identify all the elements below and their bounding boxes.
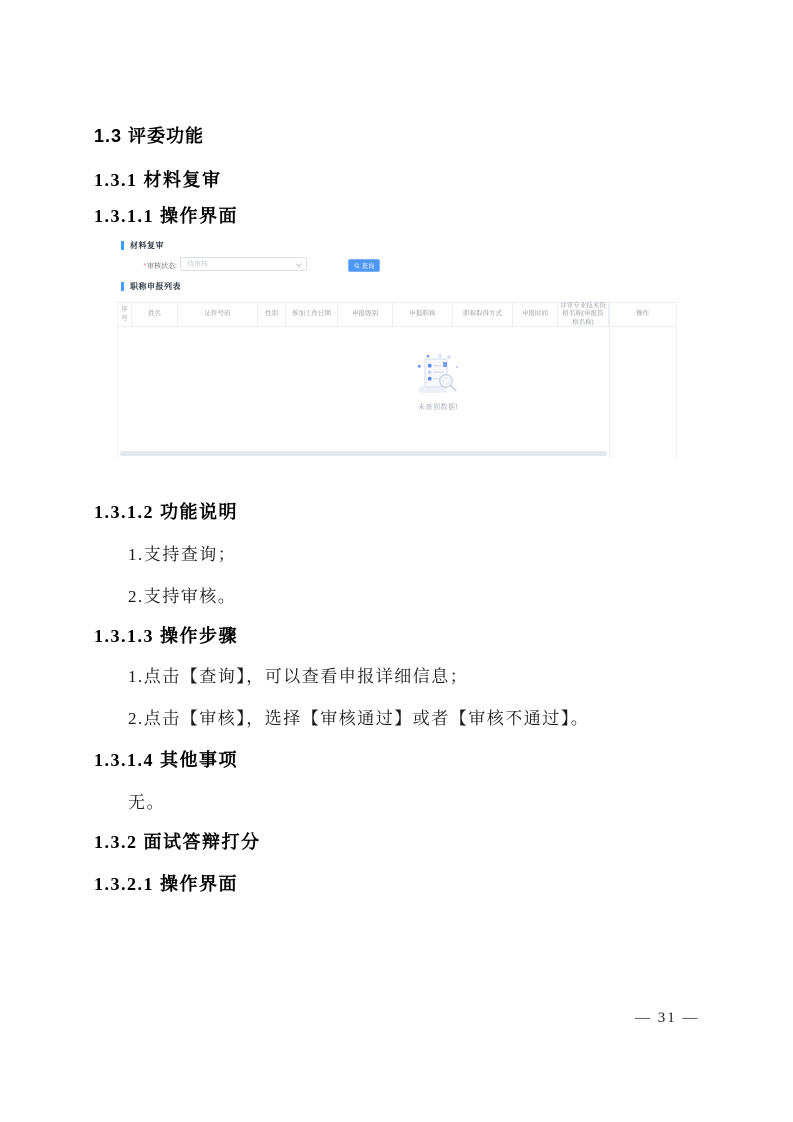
empty-state (413, 353, 463, 412)
table-body-empty (118, 327, 676, 458)
required-asterisk: * (143, 263, 147, 270)
fixed-column-divider (609, 302, 610, 458)
chevron-down-icon (296, 261, 302, 267)
col-参加工作日期: 参加工作日期 (286, 303, 338, 326)
heading-1-3-2-1: 1.3.2.1 操作界面 (94, 874, 238, 894)
paragraph-other-none: 无。 (128, 793, 165, 812)
search-icon (354, 263, 360, 269)
embedded-ui-screenshot (117, 236, 677, 460)
search-button[interactable] (348, 259, 380, 272)
heading-1-3-2: 1.3.2 面试答辩打分 (94, 832, 261, 852)
col-证件号码: 证件号码 (178, 303, 258, 326)
declaration-table (117, 302, 677, 458)
col-性别: 性别 (258, 303, 286, 326)
col-申报级别: 申报级别 (338, 303, 393, 326)
section-title-list (121, 281, 181, 291)
empty-state-illustration (413, 353, 463, 397)
section-title-text: 材料复审 (130, 240, 164, 250)
paragraph-step-2: 2.点击【审核】，选择【审核通过】或者【审核不通过】。 (128, 709, 590, 728)
col-申报职称: 申报职称 (393, 303, 453, 326)
col-职称取得方式: 职称取得方式 (453, 303, 513, 326)
col-操作: 操作 (636, 310, 649, 318)
col-评审专业技术资格名称: 评审专业技术资格名称(申报资格名称) (558, 303, 609, 326)
section-accent-bar (121, 241, 124, 250)
review-status-select-value: 待审核 (187, 261, 208, 268)
heading-1-3: 1.3 评委功能 (94, 126, 205, 146)
empty-state-text: 未查到数据! (418, 404, 458, 411)
section-accent-bar (121, 282, 124, 291)
horizontal-scrollbar-thumb[interactable] (120, 451, 607, 456)
paragraph-step-1: 1.点击【查询】，可以查看申报详细信息； (128, 667, 469, 686)
heading-1-3-1-3: 1.3.1.3 操作步骤 (94, 626, 238, 646)
review-status-select[interactable] (180, 257, 307, 271)
paragraph-feature-2: 2.支持审核。 (128, 587, 237, 606)
page-number: — 31 — (635, 1010, 700, 1026)
col-申报时间: 申报时间 (513, 303, 558, 326)
review-status-label (117, 261, 177, 271)
heading-1-3-1-4: 1.3.1.4 其他事项 (94, 750, 238, 770)
section-material-review (121, 240, 164, 250)
paragraph-feature-1: 1.支持查询； (128, 545, 237, 564)
heading-1-3-1: 1.3.1 材料复审 (94, 170, 222, 190)
table-header-row (118, 303, 676, 327)
section-title-text: 职称申报列表 (130, 281, 181, 291)
heading-1-3-1-1: 1.3.1.1 操作界面 (94, 206, 238, 226)
search-button-label: 查询 (361, 263, 375, 270)
col-序号: 序号 (118, 303, 132, 326)
col-姓名: 姓名 (132, 303, 178, 326)
heading-1-3-1-2: 1.3.1.2 功能说明 (94, 502, 238, 522)
review-status-label-text: 审核状态: (147, 263, 177, 270)
